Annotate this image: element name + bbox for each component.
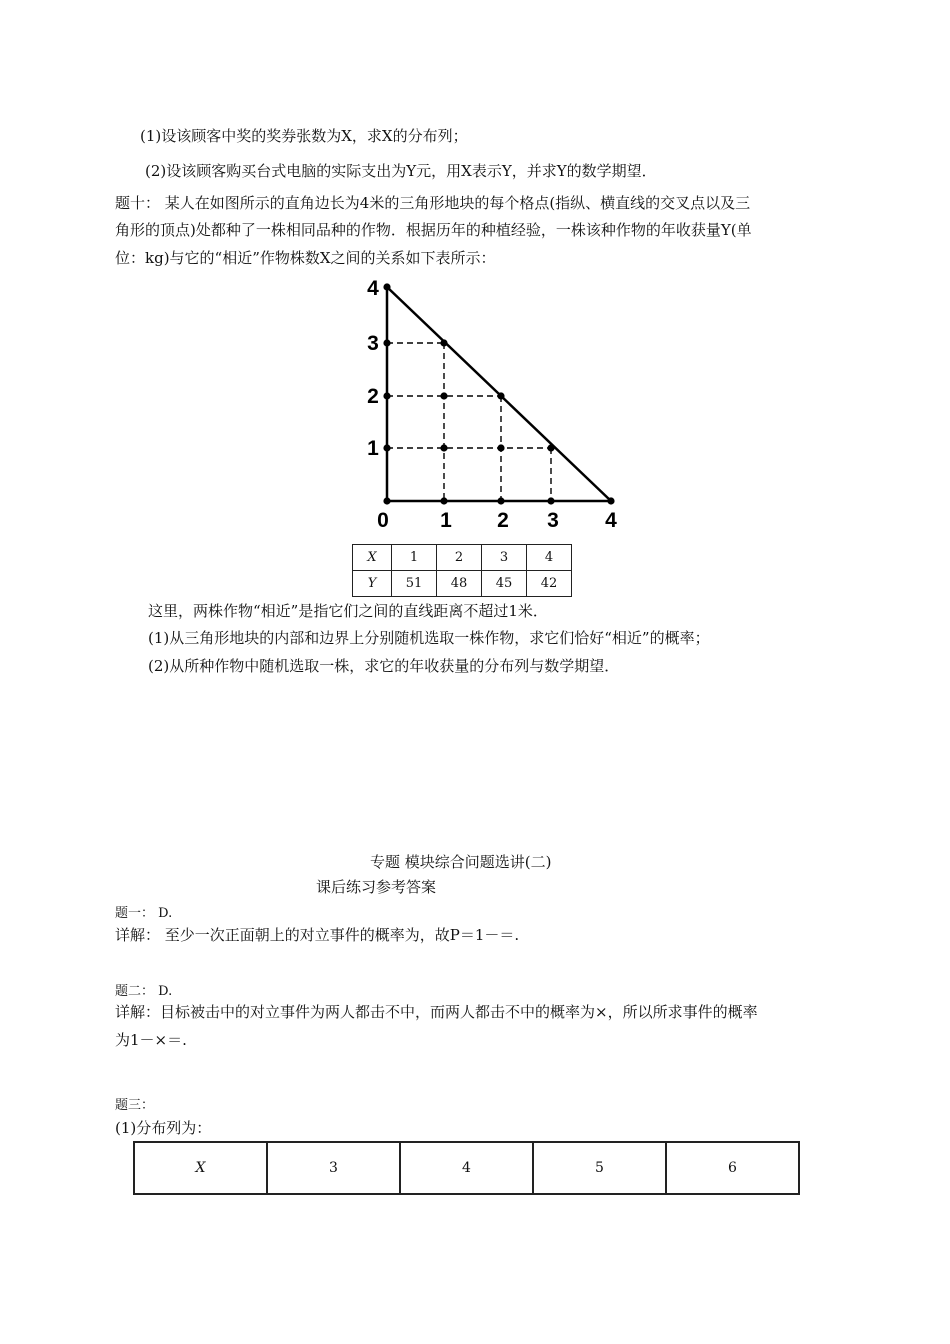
- answer-1-heading: 题一： D.: [115, 906, 173, 921]
- table-row: [353, 571, 572, 597]
- x-tick-1: 1: [440, 509, 452, 532]
- table-cell: 1: [392, 545, 437, 571]
- table-cell: 3: [482, 545, 527, 571]
- table-cell: 5: [533, 1142, 666, 1194]
- table-cell: 4: [400, 1142, 533, 1194]
- section-title: 专题 模块综合问题选讲(二): [370, 853, 552, 871]
- x-tick-4: 4: [605, 509, 617, 532]
- table-cell: 6: [666, 1142, 799, 1194]
- answer-2-detail-1: 详解：目标被击中的对立事件为两人都击不中，而两人都击不中的概率为×，所以所求事件的概率: [115, 1003, 758, 1021]
- triangle-grid-figure: [355, 275, 635, 535]
- sub-question-2: (2)从所种作物中随机选取一株，求它的年收获量的分布列与数学期望．: [148, 657, 620, 675]
- near-definition-note: 这里，两株作物“相近”是指它们之间的直线距离不超过1米．: [148, 602, 548, 620]
- answers-title: 课后练习参考答案: [316, 878, 437, 896]
- answer-3-subheading: (1)分布列为：: [115, 1119, 212, 1137]
- answer-1-detail: 详解： 至少一次正面朝上的对立事件的概率为，故P＝1－＝.: [115, 926, 520, 944]
- y-tick-1: 1: [367, 437, 379, 460]
- table-cell: X: [353, 545, 392, 571]
- table-cell: 3: [267, 1142, 400, 1194]
- answer-2-heading: 题二： D.: [115, 984, 173, 999]
- answer-2-detail-2: 为1－×＝.: [115, 1031, 187, 1049]
- table-cell: 48: [437, 571, 482, 597]
- table-row: [353, 545, 572, 571]
- table-cell: X: [134, 1142, 267, 1194]
- y-tick-2: 2: [367, 385, 379, 408]
- y-tick-3: 3: [367, 332, 379, 355]
- x-tick-3: 3: [547, 509, 559, 532]
- x-tick-0: 0: [377, 509, 389, 532]
- table-cell: 42: [527, 571, 572, 597]
- x-y-relation-table: [352, 544, 572, 597]
- table-cell: 4: [527, 545, 572, 571]
- y-tick-4: 4: [367, 277, 379, 300]
- table-cell: 51: [392, 571, 437, 597]
- table-row: [134, 1142, 799, 1194]
- sub-question-1: (1)从三角形地块的内部和边界上分别随机选取一株作物，求它们恰好“相近”的概率；: [148, 629, 710, 647]
- table-cell: 2: [437, 545, 482, 571]
- problem-10-line-3: 位：kg)与它的“相近”作物株数X之间的关系如下表所示：: [115, 249, 496, 267]
- table-cell: Y: [353, 571, 392, 597]
- distribution-table: [133, 1141, 800, 1195]
- question-part-1: (1)设该顾客中奖的奖券张数为X，求X的分布列；: [140, 127, 468, 145]
- x-tick-2: 2: [497, 509, 509, 532]
- table-cell: 45: [482, 571, 527, 597]
- question-part-2: (2)设该顾客购买台式电脑的实际支出为Y元，用X表示Y，并求Y的数学期望．: [145, 162, 657, 180]
- answer-3-heading: 题三：: [115, 1098, 155, 1113]
- problem-10-line-2: 角形的顶点)处都种了一株相同品种的作物．根据历年的种植经验，一株该种作物的年收获量Y(单: [115, 221, 752, 239]
- problem-10-line-1: 题十： 某人在如图所示的直角边长为4米的三角形地块的每个格点(指纵、横直线的交叉点以及三: [115, 194, 751, 212]
